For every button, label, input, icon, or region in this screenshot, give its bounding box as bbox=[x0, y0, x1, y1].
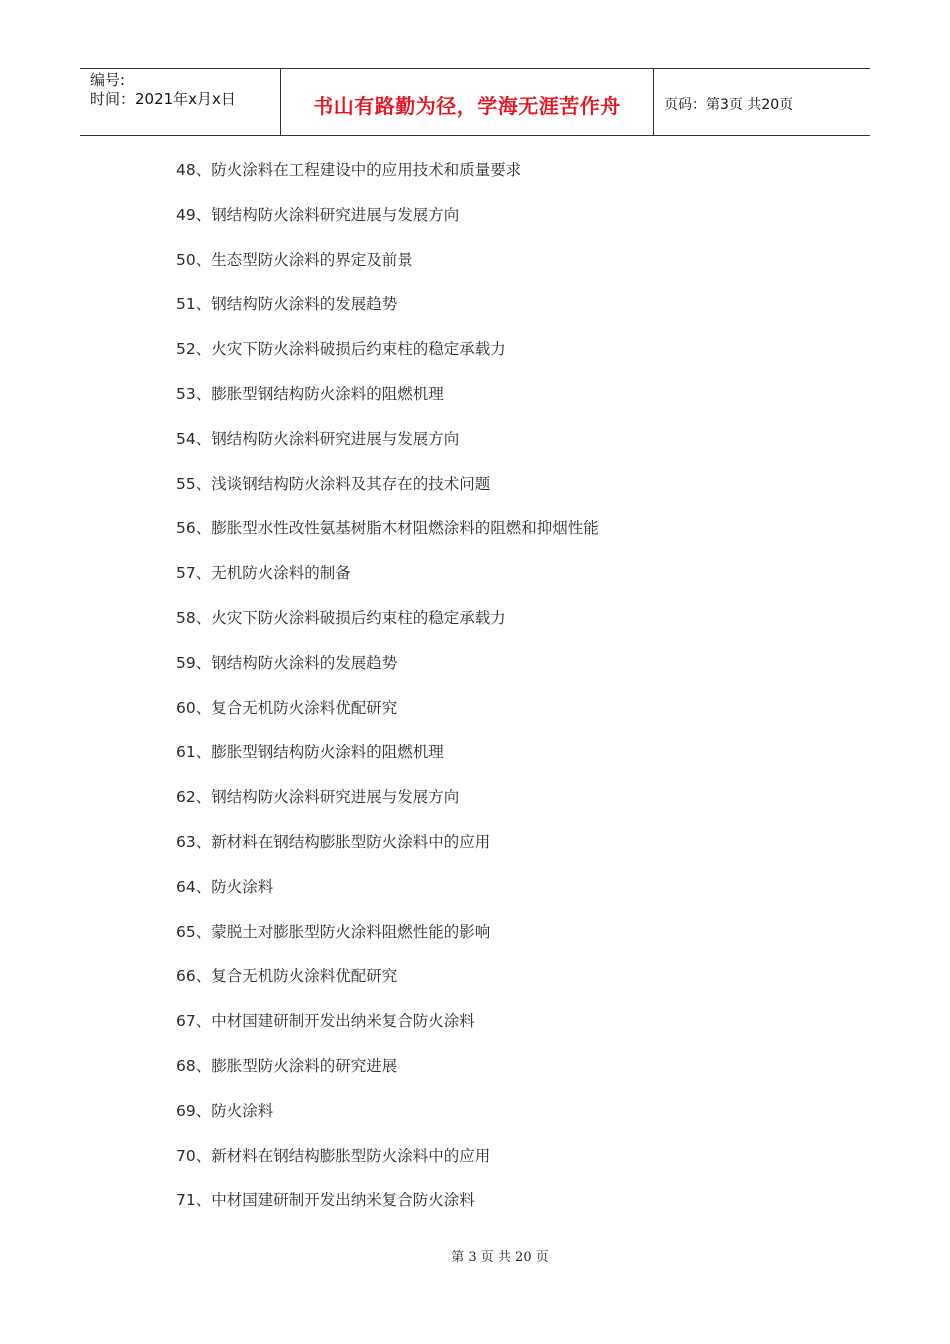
list-item: 65、蒙脱土对膨胀型防火涂料阻燃性能的影响 bbox=[176, 922, 491, 941]
list-item: 50、生态型防火涂料的界定及前景 bbox=[176, 250, 413, 269]
list-item: 57、无机防火涂料的制备 bbox=[176, 564, 351, 583]
list-item: 51、钢结构防火涂料的发展趋势 bbox=[176, 295, 398, 314]
list-item: 48、防火涂料在工程建设中的应用技术和质量要求 bbox=[176, 161, 522, 179]
list-item: 49、钢结构防火涂料研究进展与发展方向 bbox=[176, 205, 460, 224]
list-item: 62、钢结构防火涂料研究进展与发展方向 bbox=[176, 788, 460, 807]
reference-list bbox=[176, 158, 599, 1233]
header-meta bbox=[80, 69, 281, 135]
list-item: 64、防火涂料 bbox=[176, 877, 274, 896]
list-item: 59、钢结构防火涂料的发展趋势 bbox=[176, 653, 398, 672]
list-item: 67、中材国建研制开发出纳米复合防火涂料 bbox=[176, 1012, 475, 1031]
list-item: 63、新材料在钢结构膨胀型防火涂料中的应用 bbox=[176, 832, 491, 851]
list-item: 53、膨胀型钢结构防火涂料的阻燃机理 bbox=[176, 384, 444, 403]
document-time-label: 时间：2021年x月x日 bbox=[90, 90, 236, 108]
list-item: 71、中材国建研制开发出纳米复合防火涂料 bbox=[176, 1191, 475, 1210]
list-item: 61、膨胀型钢结构防火涂料的阻燃机理 bbox=[176, 743, 444, 762]
page-header bbox=[80, 68, 870, 136]
list-item: 55、浅谈钢结构防火涂料及其存在的技术问题 bbox=[176, 474, 491, 493]
list-item: 69、防火涂料 bbox=[176, 1101, 274, 1120]
list-item: 54、钢结构防火涂料研究进展与发展方向 bbox=[176, 429, 460, 448]
list-item: 66、复合无机防火涂料优配研究 bbox=[176, 967, 398, 986]
list-item: 58、火灾下防火涂料破损后约束柱的稳定承载力 bbox=[176, 608, 506, 627]
list-item: 56、膨胀型水性改性氨基树脂木材阻燃涂料的阻燃和抑烟性能 bbox=[176, 519, 599, 538]
list-item: 60、复合无机防火涂料优配研究 bbox=[176, 698, 398, 717]
document-number-label: 编号: bbox=[90, 71, 126, 89]
header-motto: 书山有路勤为径，学海无涯苦作舟 bbox=[281, 69, 654, 135]
list-item: 68、膨胀型防火涂料的研究进展 bbox=[176, 1056, 398, 1075]
header-page-info: 页码：第3页 共20页 bbox=[664, 97, 794, 113]
page-footer: 第 3 页 共 20 页 bbox=[451, 1250, 549, 1265]
list-item: 70、新材料在钢结构膨胀型防火涂料中的应用 bbox=[176, 1146, 491, 1165]
list-item: 52、火灾下防火涂料破损后约束柱的稳定承载力 bbox=[176, 340, 506, 359]
